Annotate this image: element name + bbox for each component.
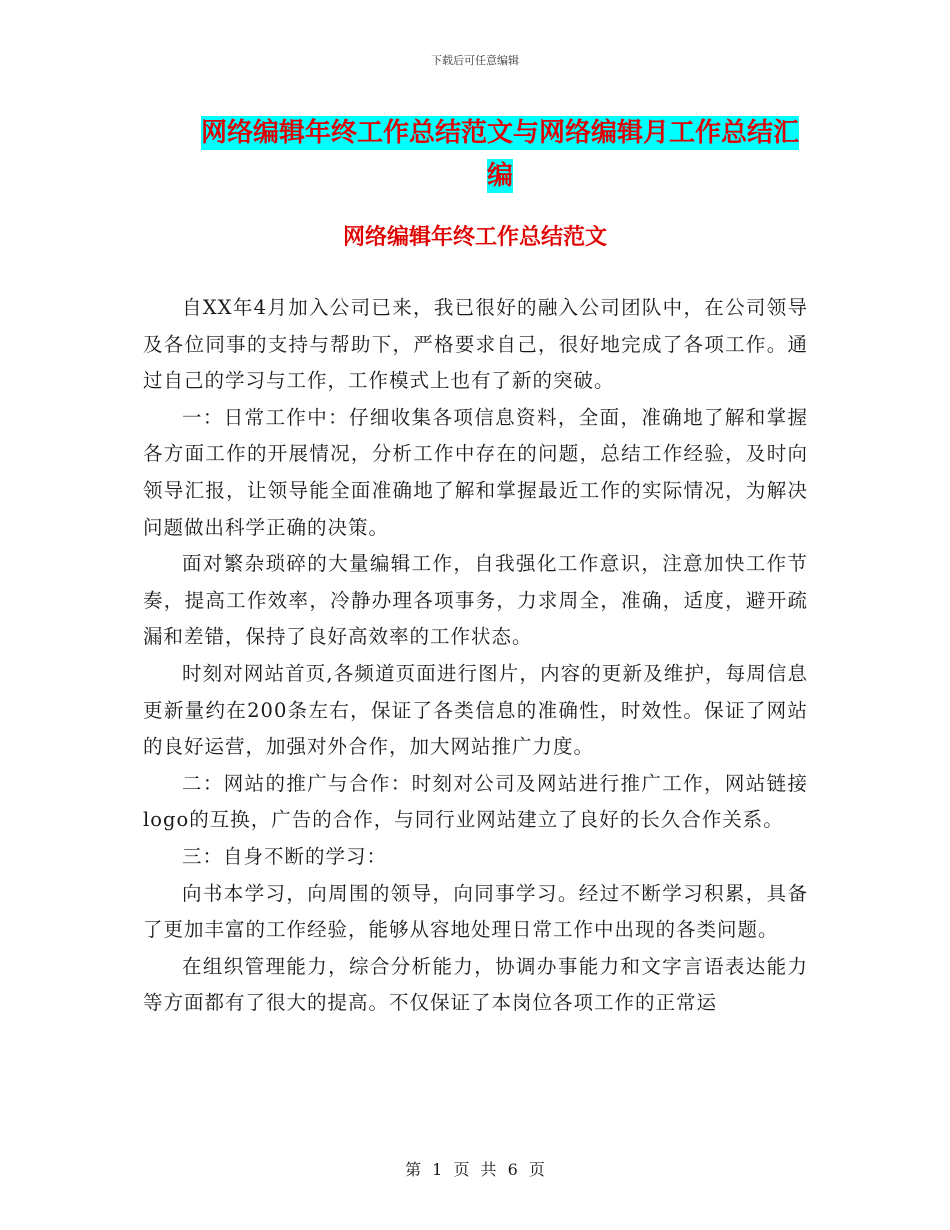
document-title-line-2: 编 [486,161,513,191]
document-title [150,112,850,198]
paragraph: 在组织管理能力，综合分析能力，协调办事能力和文字言语表达能力等方面都有了很大的提高。不仅保证了本岗位各项工作的正常运 [143,954,808,1015]
paragraph: 三：自身不断的学习： [182,844,388,868]
paragraph: 时刻对网站首页,各频道页面进行图片，内容的更新及维护，每周信息更新量约在200条左右，保证了各类信息的准确性，时效性。保证了网站的良好运营，加强对外合作，加大网站推广力度。 [143,661,808,759]
section-title: 网络编辑年终工作总结范文 [342,225,607,250]
paragraph: 二：网站的推广与合作：时刻对公司及网站进行推广工作，网站链接logo的互换，广告的合作，与同行业网站建立了良好的长久合作关系。 [143,771,808,832]
paragraph: 一：日常工作中：仔细收集各项信息资料，全面，准确地了解和掌握各方面工作的开展情况，分析工作中存在的问题，总结工作经验，及时向领导汇报，让领导能全面准确地了解和掌握最近工作的实际情况，为解决问题做出科学正确的决策。 [143,405,808,539]
document-title-line-1: 网络编辑年终工作总结范文与网络编辑月工作总结汇 [200,118,799,148]
header-note: 下载后可任意编辑 [431,54,519,67]
paragraph: 自XX年4月加入公司已来，我已很好的融入公司团队中，在公司领导及各位同事的支持与帮助下，严格要求自己，很好地完成了各项工作。通过自己的学习与工作，工作模式上也有了新的突破。 [143,296,808,393]
paragraph: 向书本学习，向周围的领导，向同事学习。经过不断学习积累，具备了更加丰富的工作经验，能够从容地处理日常工作中出现的各类问题。 [143,881,808,942]
paragraph: 面对繁杂琐碎的大量编辑工作，自我强化工作意识，注意加快工作节奏，提高工作效率，冷静办理各项事务，力求周全，准确，适度，避开疏漏和差错，保持了良好高效率的工作状态。 [143,552,808,649]
page-footer: 第 1 页 共 6 页 [405,1160,545,1179]
document-body [143,290,808,1022]
